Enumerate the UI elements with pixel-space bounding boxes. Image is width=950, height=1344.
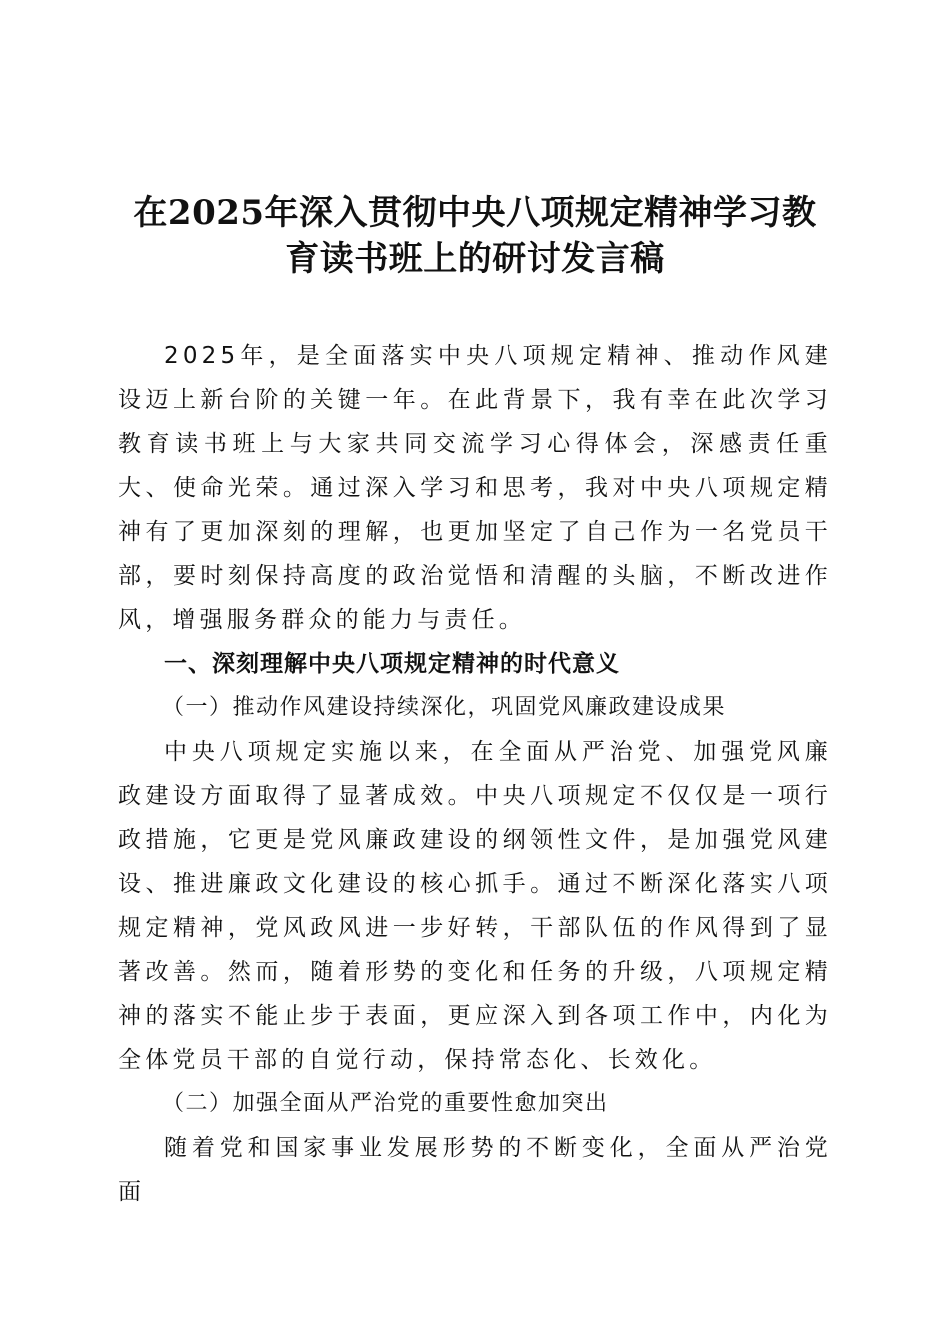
subsection-2-paragraph: 随着党和国家事业发展形势的不断变化，全面从严治党面 [118, 1135, 832, 1205]
subsection-2-heading: （二）加强全面从严治党的重要性愈加突出 [162, 1091, 609, 1116]
document-title [118, 190, 832, 282]
title-line-2: 育读书班上的研讨发言稿 [285, 239, 665, 279]
title-line-1: 在2025年深入贯彻中央八项规定精神学习教 [133, 193, 817, 233]
section-1-heading: 一、深刻理解中央八项规定精神的时代意义 [164, 651, 620, 677]
intro-paragraph: 2025年，是全面落实中央八项规定精神、推动作风建设迈上新台阶的关键一年。在此背景下，我有幸在此次学习教育读书班上与大家共同交流学习心得体会，深感责任重大、使命光荣。通过深入学习和思考，我对中央八项规定精神有了更加深刻的理解，也更加坚定了自己作为一名党员干部，要时刻保持高度的政治觉悟和清醒的头脑，不断改进作风，增强服务群众的能力与责任。 [118, 343, 832, 633]
document-body [118, 334, 832, 1214]
subsection-1-paragraph: 中央八项规定实施以来，在全面从严治党、加强党风廉政建设方面取得了显著成效。中央八项规定不仅仅是一项行政措施，它更是党风廉政建设的纲领性文件，是加强党风建设、推进廉政文化建设的核心抓手。通过不断深化落实八项规定精神，党风政风进一步好转，干部队伍的作风得到了显著改善。然而，随着形势的变化和任务的升级，八项规定精神的落实不能止步于表面，更应深入到各项工作中，内化为全体党员干部的自觉行动，保持常态化、长效化。 [118, 739, 832, 1073]
subsection-1-heading: （一）推动作风建设持续深化，巩固党风廉政建设成果 [162, 695, 727, 720]
